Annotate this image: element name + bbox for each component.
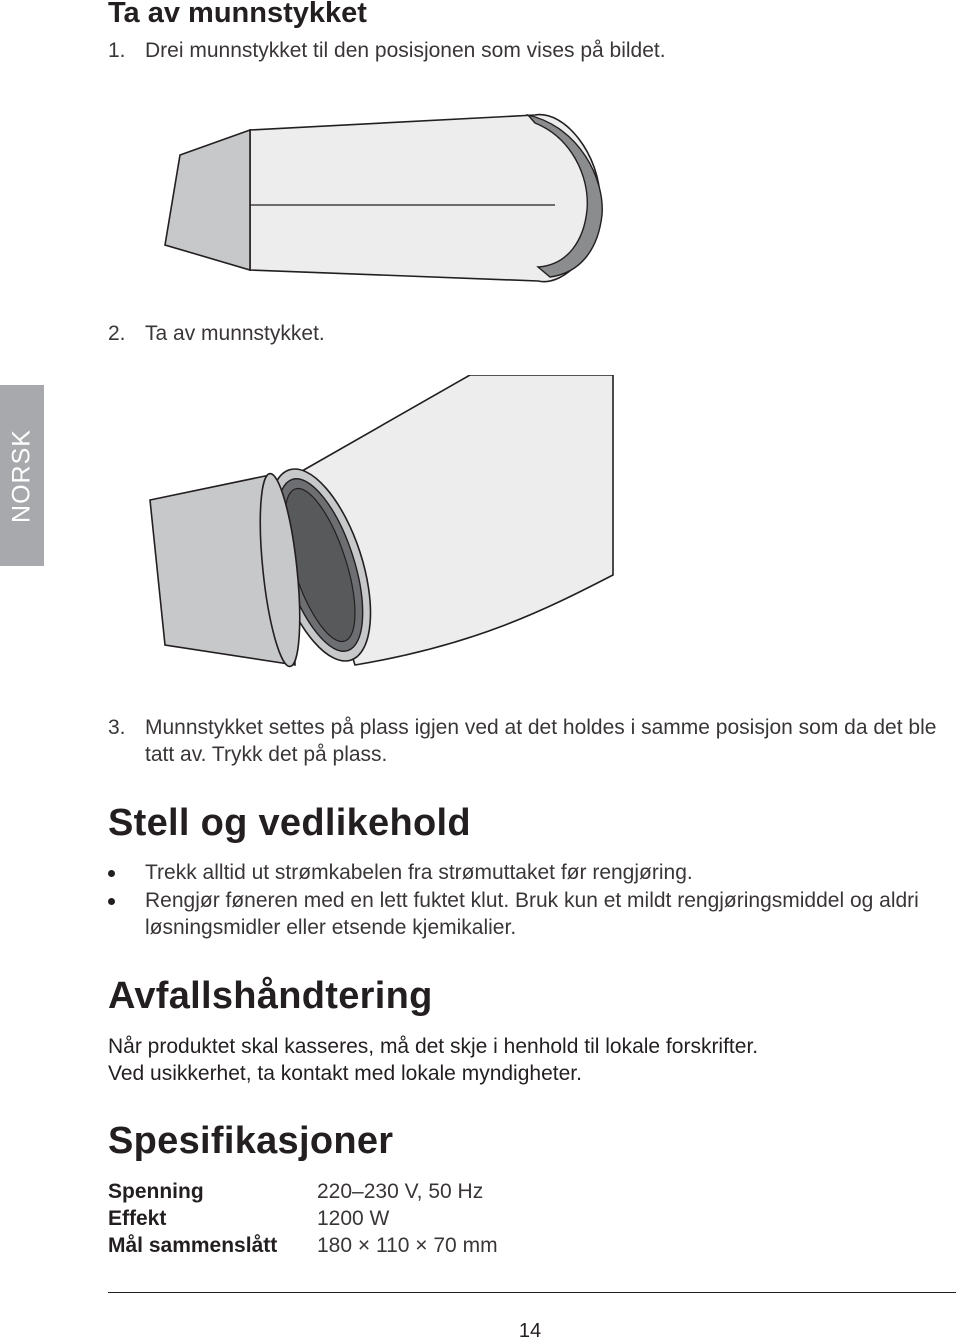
step-text: Drei munnstykket til den posisjonen som vises på bildet. — [145, 39, 666, 62]
list-item-text: Trekk alltid ut strømkabelen fra strømuttaket før rengjøring. — [145, 861, 693, 884]
hairdryer-nozzle-attached-illustration — [160, 105, 620, 305]
section-heading-disposal: Avfallshåndtering — [108, 975, 433, 1017]
page-number: 14 — [518, 1320, 542, 1342]
bullet-icon — [108, 870, 115, 877]
step-number: 2. — [108, 322, 126, 345]
list-item — [108, 859, 948, 886]
step-2 — [108, 320, 948, 347]
step-number: 1. — [108, 39, 126, 62]
language-tab-label: NORSK — [7, 428, 36, 523]
disposal-line-1: Når produktet skal kasseres, må det skje i henhold til lokale forskrifter. — [108, 1035, 759, 1058]
step-text: Ta av munnstykket. — [145, 322, 325, 345]
disposal-line-2: Ved usikkerhet, ta kontakt med lokale myndigheter. — [108, 1062, 582, 1085]
hairdryer-nozzle-removed-illustration — [145, 375, 617, 700]
list-item-text: Rengjør føneren med en lett fuktet klut. Bruk kun et mildt rengjøringsmiddel og aldri løsningsmidler eller etsende kjemikalier. — [145, 889, 919, 939]
spec-label-voltage: Spenning — [108, 1180, 204, 1203]
section-heading-care: Stell og vedlikehold — [108, 802, 471, 844]
footer-divider — [108, 1292, 956, 1293]
section-heading-remove-nozzle: Ta av munnstykket — [108, 0, 367, 29]
section-heading-specs: Spesifikasjoner — [108, 1120, 394, 1162]
bullet-icon — [108, 898, 115, 905]
spec-label-dimensions: Mål sammenslått — [108, 1234, 278, 1257]
spec-value-voltage: 220–230 V, 50 Hz — [317, 1180, 484, 1203]
step-1 — [108, 37, 948, 64]
spec-label-power: Effekt — [108, 1207, 167, 1230]
language-side-tab — [0, 385, 44, 566]
spec-value-power: 1200 W — [317, 1207, 390, 1230]
step-text: Munnstykket settes på plass igjen ved at det holdes i samme posisjon som da det ble tatt av. Trykk det på plass. — [145, 716, 937, 766]
step-3 — [108, 714, 948, 768]
step-number: 3. — [108, 716, 126, 739]
list-item — [108, 887, 948, 941]
spec-value-dimensions: 180 × 110 × 70 mm — [317, 1234, 498, 1257]
